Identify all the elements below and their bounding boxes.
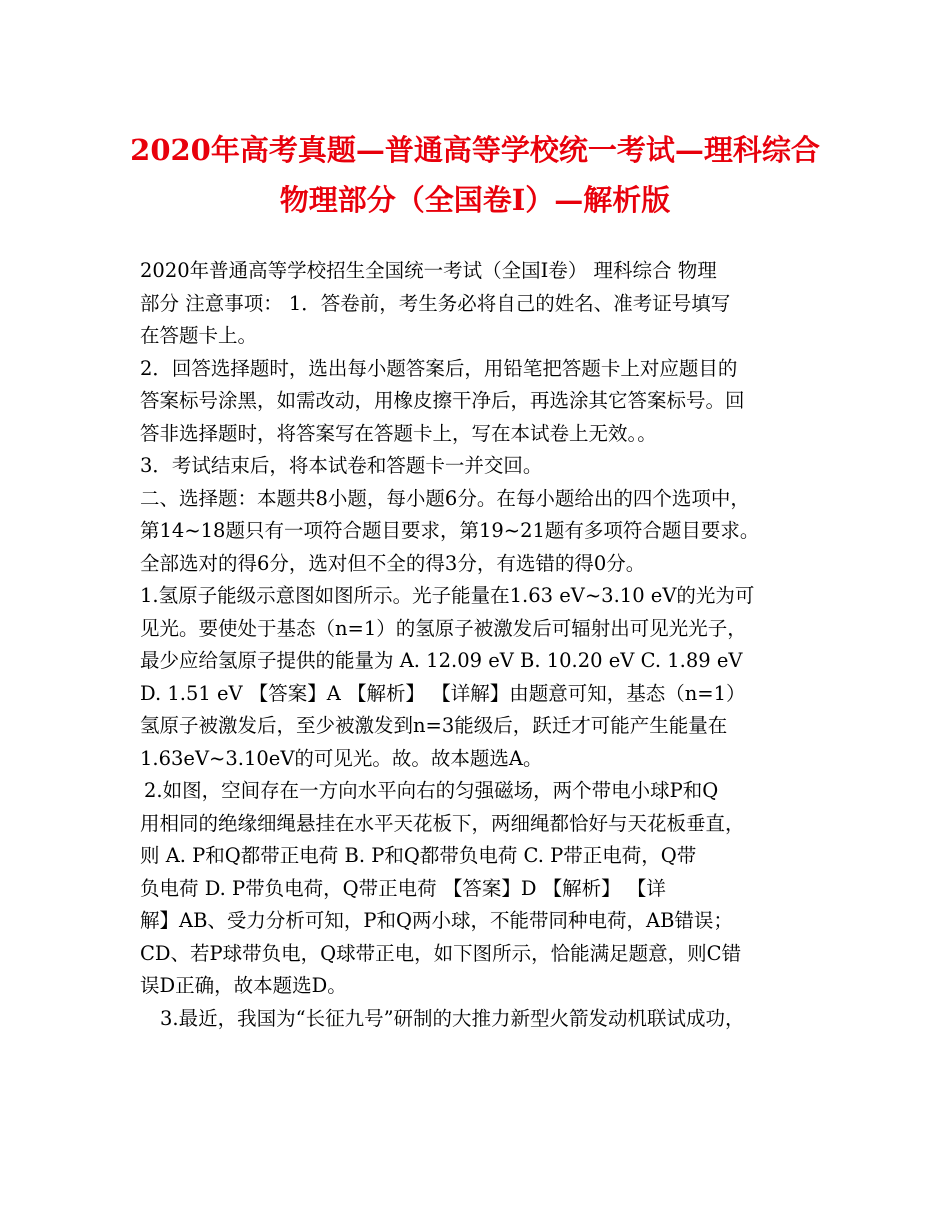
body-line: 用相同的绝缘细绳悬挂在水平天花板下，两细绳都恰好与天花板垂直， — [140, 811, 745, 835]
body-line: 1.63eV~3.10eV的可见光。故。故本题选A。 — [140, 746, 543, 770]
body-line: 最少应给氢原子提供的能量为 A. 12.09 eV B. 10.20 eV C. 1.89 eV — [140, 649, 743, 672]
document-body — [140, 255, 820, 1035]
body-line: 答案标号涂黑，如需改动，用橡皮擦干净后，再选涂其它答案标号。回 — [140, 389, 745, 412]
body-line: CD、若P球带负电，Q球带正电，如下图所示，恰能满足题意，则C错 — [140, 941, 742, 965]
body-line: 全部选对的得6分，选对但不全的得3分，有选错的得0分。 — [140, 551, 646, 575]
body-line: 误D正确，故本题选D。 — [140, 974, 347, 997]
body-line: 解】AB、受力分析可知，P和Q两小球，不能带同种电荷，AB错误； — [140, 909, 733, 932]
body-line: 3.最近，我国为“长征九号”研制的大推力新型火箭发动机联试成功， — [160, 1006, 745, 1030]
body-line: 1.氢原子能级示意图如图所示。光子能量在1.63 eV~3.10 eV的光为可 — [140, 584, 755, 607]
body-line: 在答题卡上。 — [140, 324, 258, 347]
body-line: 则 A. P和Q都带正电荷 B. P和Q都带负电荷 C. P带正电荷，Q带 — [140, 844, 697, 867]
body-line: 氢原子被激发后，至少被激发到n=3能级后，跃迁才可能产生能量在 — [140, 714, 728, 737]
body-line: 2．回答选择题时，选出每小题答案后，用铅笔把答题卡上对应题目的 — [140, 356, 738, 380]
body-line: 第14~18题只有一项符合题目要求，第19~21题有多项符合题目要求。 — [140, 519, 760, 542]
body-line: D. 1.51 eV 【答案】A 【解析】 【详解】由题意可知，基态（n=1） — [140, 681, 746, 705]
body-line: 3．考试结束后，将本试卷和答题卡一并交回。 — [140, 454, 543, 477]
body-line: 部分 注意事项： 1．答卷前，考生务必将自己的姓名、准考证号填写 — [140, 291, 731, 315]
document-title-line-1: 2020年高考真题—普通高等学校统一考试—理科综合 — [130, 133, 820, 167]
body-line: 负电荷 D. P带负电荷，Q带正电荷 【答案】D 【解析】 【详 — [140, 876, 666, 900]
body-line: 见光。要使处于基态（n=1）的氢原子被激发后可辐射出可见光光子， — [140, 616, 747, 640]
body-line: 2.如图，空间存在一方向水平向右的匀强磁场，两个带电小球P和Q — [144, 779, 719, 802]
body-line: 答非选择题时，将答案写在答题卡上，写在本试卷上无效。。 — [140, 421, 657, 445]
document-title-line-2: 物理部分（全国卷Ⅰ）—解析版 — [279, 183, 671, 217]
body-line: 2020年普通高等学校招生全国统一考试（全国Ⅰ卷） 理科综合 物理 — [140, 259, 717, 282]
body-line: 二、选择题：本题共8小题，每小题6分。在每小题给出的四个选项中， — [140, 486, 750, 510]
